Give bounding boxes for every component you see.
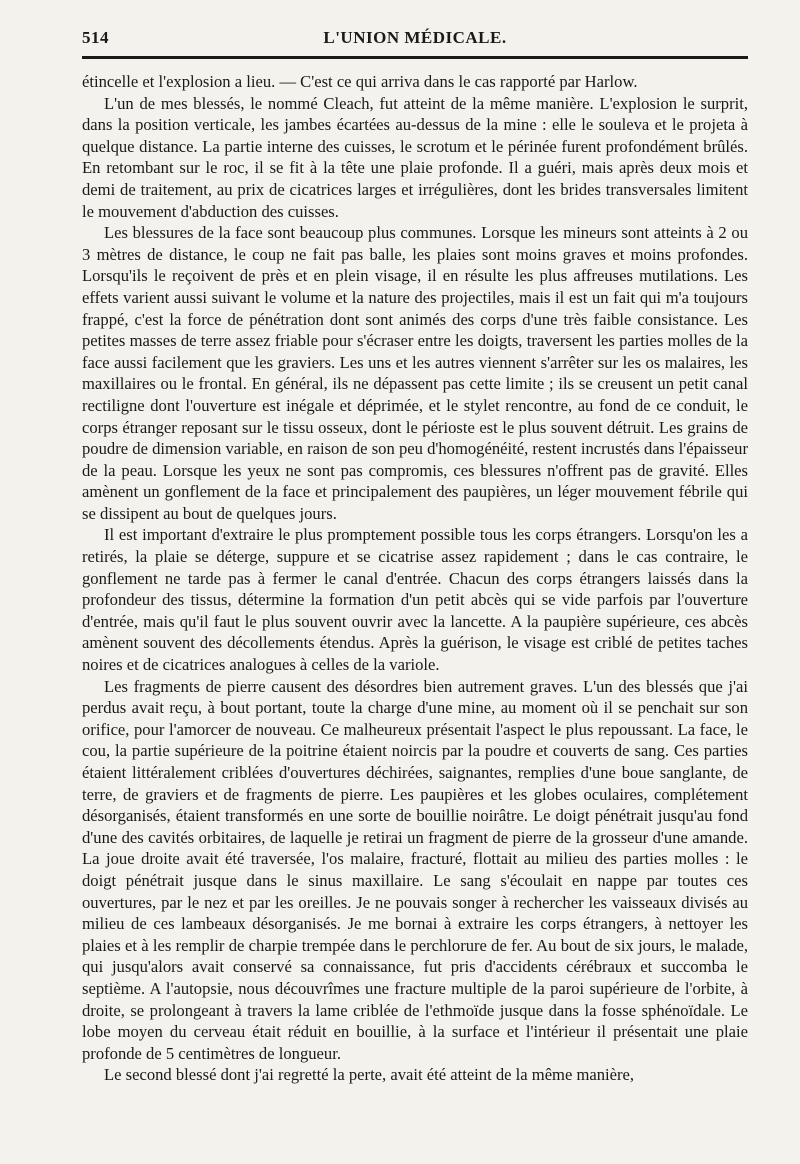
paragraph: Les fragments de pierre causent des désordres bien autrement graves. L'un des blessés que j'ai perdus avait reçu, à bout portant, toute la charge d'une mine, au moment où il se penchait sur son orifice, pour l'amorcer de nouveau. Ce malheureux présentait l'aspect le plus repoussant. La face, le cou, la partie supérieure de la poitrine étaient noircis par la poudre et couverts de sang. Ces parties étaient littéralement criblées d'ouvertures déchirées, saignantes, remplies d'une boue sanglante, de terre, de graviers et de fragments de pierre. Les paupières et les globes oculaires, complétement désorganisés, étaient transformés en une sorte de bouillie noirâtre. Le doigt pénétrait jusqu'au fond d'une des cavités orbitaires, de laquelle je retirai un fragment de pierre de la grosseur d'une amande. La joue droite avait été traversée, l'os malaire, fracturé, flottait au milieu des parties molles : le doigt pénétrait jusque dans le sinus maxillaire. Le sang s'écoulait en nappe par toutes ces ouvertures, par le nez et par les oreilles. Je ne pouvais songer à rechercher les vaisseaux divisés au milieu de ces lambeaux désorganisés. Je me bornai à extraire les corps étrangers, à nettoyer les plaies et à les remplir de charpie trempée dans le perchlorure de fer. Au bout de six jours, le malade, qui jusqu'alors avait conservé sa connaissance, fut pris d'accidents cérébraux et succomba le septième. A l'autopsie, nous découvrîmes une fracture multiple de la paroi supérieure de l'orbite, à droite, se prolongeant à travers la lame criblée de l'ethmoïde jusque dans la fosse sphénoïdale. Le lobe moyen du cerveau était réduit en bouillie, à la surface et l'intérieur il présentait une plaie profonde de 5 centimètres de longueur. bbox=[82, 676, 748, 1063]
paragraph: Il est important d'extraire le plus promptement possible tous les corps étrangers. Lorsqu'on les a retirés, la plaie se déterge, suppure et se cicatrise assez rapidement ; dans le cas contraire, le gonflement ne tarde pas à fermer le canal d'entrée. Chacun des corps étrangers laissés dans la profondeur des tissus, détermine la formation d'un petit abcès qui se vide parfois par l'ouverture d'entrée, mais qu'il faut le plus souvent ouvrir avec la lancette. A la paupière supérieure, ces abcès amènent souvent des décollements étendus. Après la guérison, le visage est criblé de petites taches noires et de cicatrices analogues à celles de la variole. bbox=[82, 525, 748, 675]
paragraph: L'un de mes blessés, le nommé Cleach, fut atteint de la même manière. L'explosion le surprit, dans la position verticale, les jambes écartées au-dessus de la mine : elle le souleva et le projeta à quelque distance. La partie interne des cuisses, le scrotum et le périnée furent profondément brûlés. En retombant sur le roc, il se fit à la tête une plaie profonde. Il a guéri, mais après deux mois et demi de traitement, au prix de cicatrices larges et irrégulières, dont les brides transversales limitent le mouvement d'abduction des cuisses. bbox=[82, 93, 748, 221]
article-body bbox=[82, 71, 748, 1086]
paragraph: Les blessures de la face sont beaucoup plus communes. Lorsque les mineurs sont atteints à 2 ou 3 mètres de distance, le coup ne fait pas balle, les plaies sont moins graves et moins profondes. Lorsqu'ils le reçoivent de près et en plein visage, il en résulte les plus affreuses mutilations. Les effets varient aussi suivant le volume et la nature des projectiles, mais il est un fait qui m'a toujours frappé, c'est la force de pénétration dont sont animés des corps d'une très faible consistance. Les petites masses de terre assez friable pour s'écraser entre les doigts, traversent les parties molles de la face aussi facilement que les graviers. Les uns et les autres viennent s'arrêter sur les os malaires, les maxillaires ou le frontal. En général, ils ne dépassent pas cette limite ; ils se creusent un petit canal rectiligne dont l'ouverture est inégale et déprimée, et le stylet rencontre, au fond de ce conduit, le corps étranger reposant sur le tissu osseux, dont le périoste est le plus souvent détruit. Les grains de poudre de dimension variable, en raison de son peu d'homogénéité, restent incrustés dans l'épaisseur de la peau. Lorsque les yeux ne sont pas compromis, ces blessures n'offrent pas de gravité. Elles amènent un gonflement de la face et principalement des paupières, un léger mouvement fébrile qui se dissipent au bout de quelques jours. bbox=[82, 223, 748, 523]
journal-title: L'UNION MÉDICALE. bbox=[323, 28, 507, 47]
page-header bbox=[82, 28, 748, 50]
header-rule bbox=[82, 56, 748, 59]
paragraph: étincelle et l'explosion a lieu. — C'est ce qui arriva dans le cas rapporté par Harlow. bbox=[82, 72, 638, 91]
page-number: 514 bbox=[82, 28, 109, 47]
paragraph: Le second blessé dont j'ai regretté la perte, avait été atteint de la même manière, bbox=[104, 1065, 635, 1085]
